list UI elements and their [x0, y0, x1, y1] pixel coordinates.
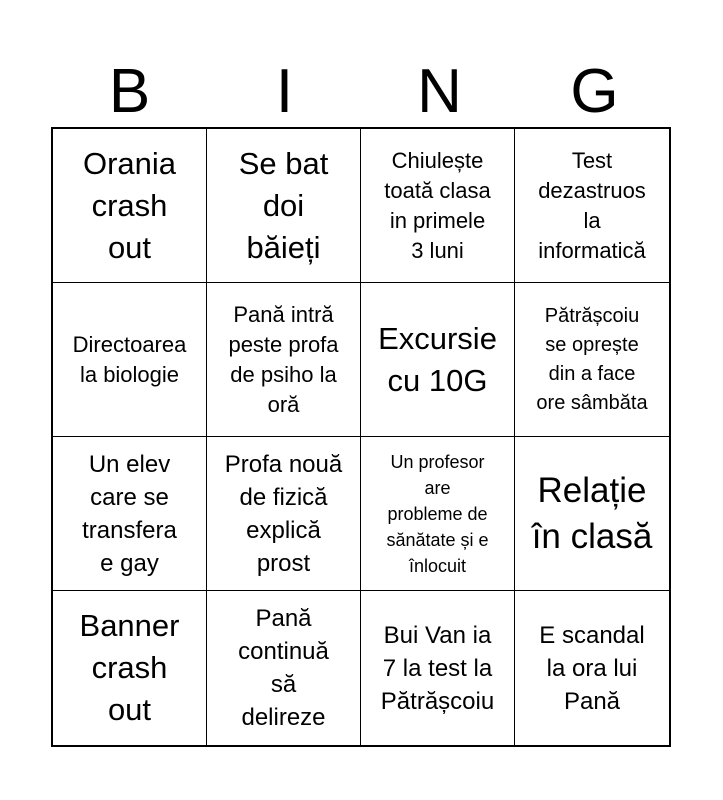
bingo-cell-text: Banner crash out	[79, 608, 180, 727]
header-letter-b: B	[108, 57, 151, 126]
bingo-cell-text: Directoarea la biologie	[72, 331, 187, 387]
bingo-cell[interactable]	[361, 283, 515, 437]
header-letter-i: I	[275, 57, 294, 126]
bingo-board	[51, 127, 671, 747]
bingo-cell[interactable]	[515, 129, 669, 283]
bingo-cell[interactable]	[207, 283, 361, 437]
bingo-cell-text: Profa nouă de fizică explică prost	[224, 450, 343, 577]
bingo-cell-text: Un profesor are probleme de sănătate și e înlocuit	[386, 451, 489, 576]
bingo-cell-text: Pană intră peste profa de psiho la oră	[228, 301, 339, 417]
bingo-cell[interactable]	[207, 591, 361, 745]
bingo-cell-text: E scandal la ora lui Pană	[539, 621, 645, 715]
bingo-cell-text: Chiulește toată clasa in primele 3 luni	[384, 147, 491, 263]
bingo-cell-text: Relație în clasă	[531, 470, 653, 556]
bingo-cell[interactable]	[207, 437, 361, 591]
bingo-cell-text: Se bat doi băieți	[238, 145, 329, 265]
bingo-cell-text: Pătrășcoiu se oprește din a face ore sâmbăta	[536, 304, 648, 414]
header-letter-g: G	[570, 57, 619, 126]
bingo-cell[interactable]	[515, 591, 669, 745]
bingo-cell[interactable]	[361, 591, 515, 745]
header-letter-n: N	[417, 57, 462, 126]
bingo-cell[interactable]	[53, 129, 207, 283]
bingo-cell[interactable]	[53, 591, 207, 745]
bingo-cell[interactable]	[361, 437, 515, 591]
bingo-cell[interactable]	[207, 129, 361, 283]
bingo-cell[interactable]	[515, 437, 669, 591]
bingo-cell-text: Test dezastruos la informatică	[538, 147, 646, 263]
bingo-cell[interactable]	[53, 437, 207, 591]
bingo-cell[interactable]	[361, 129, 515, 283]
bingo-header	[52, 56, 672, 128]
bingo-cell-text: Un elev care se transfera e gay	[82, 450, 177, 577]
bingo-cell-text: Excursie cu 10G	[378, 320, 497, 398]
bingo-cell-text: Bui Van ia 7 la test la Pătrășcoiu	[380, 621, 495, 715]
bingo-cell-text: Orania crash out	[82, 145, 177, 265]
bingo-cell[interactable]	[53, 283, 207, 437]
bingo-cell-text: Pană continuă să delireze	[238, 605, 329, 731]
bingo-cell[interactable]	[515, 283, 669, 437]
